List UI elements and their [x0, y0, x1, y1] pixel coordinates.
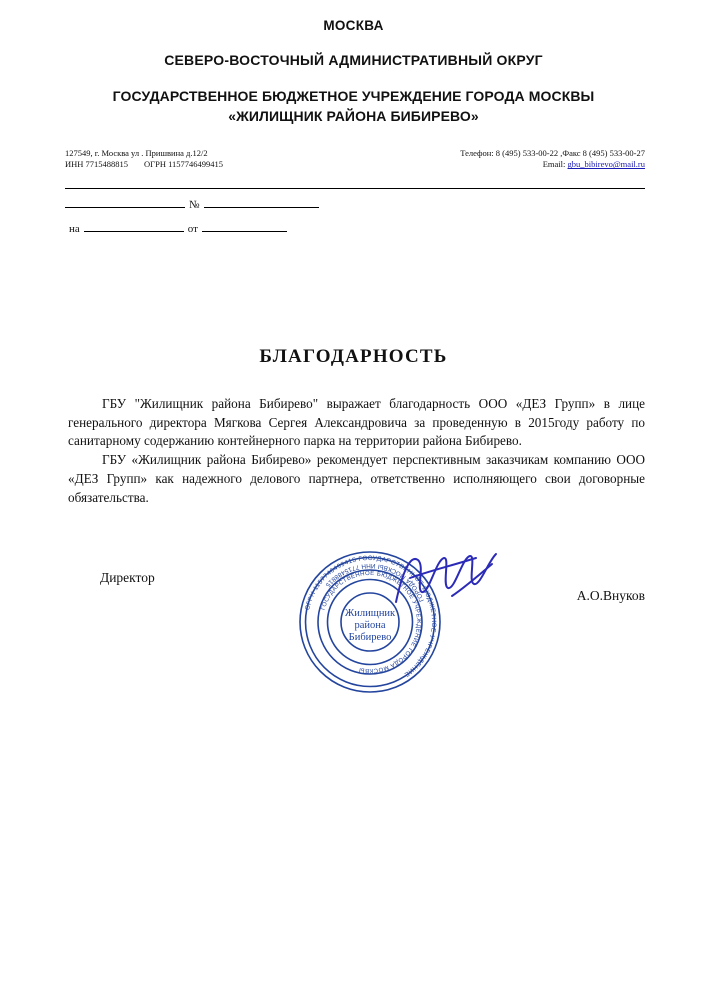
from-line — [202, 220, 287, 232]
contact-email-row — [460, 159, 645, 170]
header-organization-line1: ГОСУДАРСТВЕННОЕ БЮДЖЕТНОЕ УЧРЕЖДЕНИЕ ГОРОДА МОСКВЫ — [112, 88, 595, 104]
contacts-right — [460, 148, 645, 171]
stamp-center-line-1: Жилищник — [344, 608, 396, 619]
contact-email-label: Email: — [542, 159, 566, 170]
contact-ids — [65, 159, 223, 170]
stamp-center-line-2: района — [354, 620, 386, 631]
contacts-left — [65, 148, 223, 171]
reference-number-block — [65, 196, 365, 244]
number-row — [65, 196, 365, 220]
number-symbol: № — [189, 199, 200, 211]
on-line — [84, 220, 184, 232]
contact-ogrn: ОГРН 1157746499415 — [144, 159, 224, 170]
signatory-name: А.О.Внуков — [576, 588, 645, 603]
number-line-right — [204, 196, 319, 208]
header-district: СЕВЕРО-ВОСТОЧНЫЙ АДМИНИСТРАТИВНЫЙ ОКРУГ — [164, 52, 543, 68]
contact-address: 127549, г. Москва ул . Пришвина д.12/2 — [65, 148, 208, 158]
stamp-outer-text-bottom: ГОРОДА МОСКВЫ ИНН 7715488815 — [323, 561, 426, 603]
handwritten-signature — [392, 544, 512, 614]
contact-inn: ИНН 7715488815 — [65, 159, 129, 170]
contact-phone: Телефон: 8 (495) 533-00-22 ,Факс 8 (495) 533-00-27 — [460, 148, 645, 158]
header-city: МОСКВА — [323, 18, 384, 33]
body-paragraph-1: ГБУ "Жилищник района Бибирево" выражает благодарность ООО «ДЕЗ Групп» в лице генерального директора Мягкова Сергея Александровича за проведенную в 2015году работу по санитарному содержанию контейнерного парка на территории района Бибирево. — [68, 396, 645, 449]
stamp-inner-text: ГОСУДАРСТВЕННОЕ БЮДЖЕТНОЕ УЧРЕЖДЕНИЕ ГОРОДА МОСКВЫ — [320, 570, 422, 674]
on-label: на — [69, 223, 80, 235]
document-header — [0, 0, 707, 124]
number-line-left — [65, 196, 185, 208]
header-organization-line2: «ЖИЛИЩНИК РАЙОНА БИБИРЕВО» — [228, 108, 479, 124]
header-divider — [65, 188, 645, 189]
document-body — [68, 395, 645, 507]
date-row — [65, 220, 365, 244]
page-title: БЛАГОДАРНОСТЬ — [259, 346, 448, 367]
from-label: от — [187, 223, 198, 235]
signatory-position: Директор — [100, 570, 155, 585]
contact-email-link[interactable]: gbu_bibirevo@mail.ru — [567, 159, 645, 170]
stamp-outer-text: ОГРН 1157746499415 ГОСУДАРСТВЕННОЕ БЮДЖЕТНОЕ УЧРЕЖДЕНИЕ — [304, 554, 438, 679]
contacts-block — [0, 148, 707, 176]
stamp-center-line-3: Бибирево — [348, 632, 392, 643]
body-paragraph-2: ГБУ «Жилищник района Бибирево» рекомендует перспективным заказчикам компанию ООО «ДЕЗ Групп» как надежного делового партнера, ответственно исполняющего свои договорные обязательства. — [68, 452, 645, 505]
